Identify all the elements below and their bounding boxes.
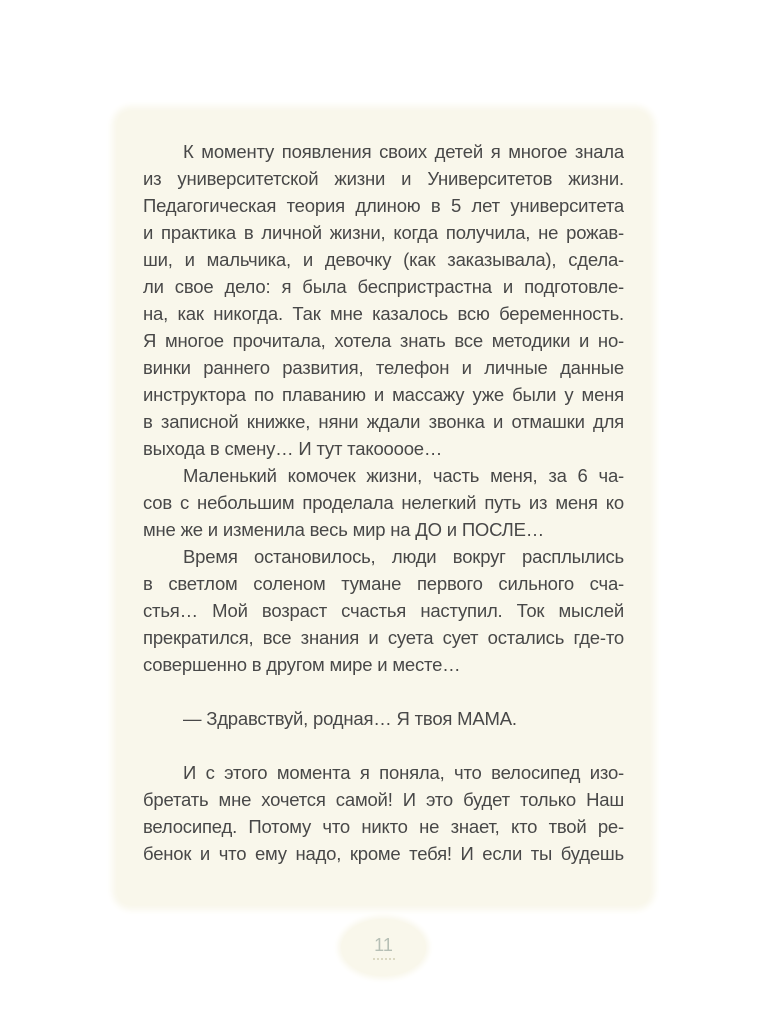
text-line: в светлом соленом тумане первого сильного сча- <box>143 573 624 594</box>
page-number: 11 <box>374 934 393 955</box>
blank-line <box>143 732 624 759</box>
text-line: бретать мне хочется самой! И это будет только Наш <box>143 789 624 810</box>
text-line: винки раннего развития, телефон и личные данные <box>143 357 624 378</box>
text-line: в записной книжке, няни ждали звонка и отмашки для <box>143 411 624 432</box>
text-line: мне же и изменила весь мир на ДО и ПОСЛЕ… <box>143 519 545 540</box>
text-line: стья… Мой возраст счастья наступил. Ток мыслей <box>143 600 624 621</box>
text-line: Я многое прочитала, хотела знать все методики и но- <box>143 330 624 351</box>
page-text <box>143 138 624 867</box>
text-line: сов с небольшим проделала нелегкий путь из меня ко <box>143 492 624 513</box>
text-line: на, как никогда. Так мне казалось всю беременность. <box>143 303 624 324</box>
blank-line <box>143 678 624 705</box>
text-line: Время остановилось, люди вокруг расплылись <box>183 546 624 567</box>
text-line: совершенно в другом мире и месте… <box>143 654 461 675</box>
text-line: выхода в смену… И тут такоооое… <box>143 438 443 459</box>
text-line: Маленький комочек жизни, часть меня, за 6 ча- <box>183 465 624 486</box>
text-line: прекратился, все знания и суета сует остались где-то <box>143 627 624 648</box>
text-line: И с этого момента я поняла, что велосипед изо- <box>183 762 624 783</box>
text-line: — Здравствуй, родная… Я твоя МАМА. <box>183 708 517 729</box>
page-number-dots-decoration <box>373 958 395 960</box>
text-line: из университетской жизни и Университетов жизни. <box>143 168 624 189</box>
text-line: и практика в личной жизни, когда получила, не рожав- <box>143 222 624 243</box>
text-line: ли свое дело: я была беспристрастна и подготовле- <box>143 276 624 297</box>
text-line: инструктора по плаванию и массажу уже были у меня <box>143 384 624 405</box>
text-line: Педагогическая теория длиною в 5 лет университета <box>143 195 624 216</box>
text-line: велосипед. Потому что никто не знает, кто твой ре- <box>143 816 624 837</box>
book-page <box>117 111 650 905</box>
text-line: бенок и что ему надо, кроме тебя! И если ты будешь <box>143 843 624 864</box>
text-line: ши, и мальчика, и девочку (как заказывала), сдела- <box>143 249 624 270</box>
page-number-badge <box>341 919 426 976</box>
text-line: К моменту появления своих детей я многое знала <box>183 141 624 162</box>
